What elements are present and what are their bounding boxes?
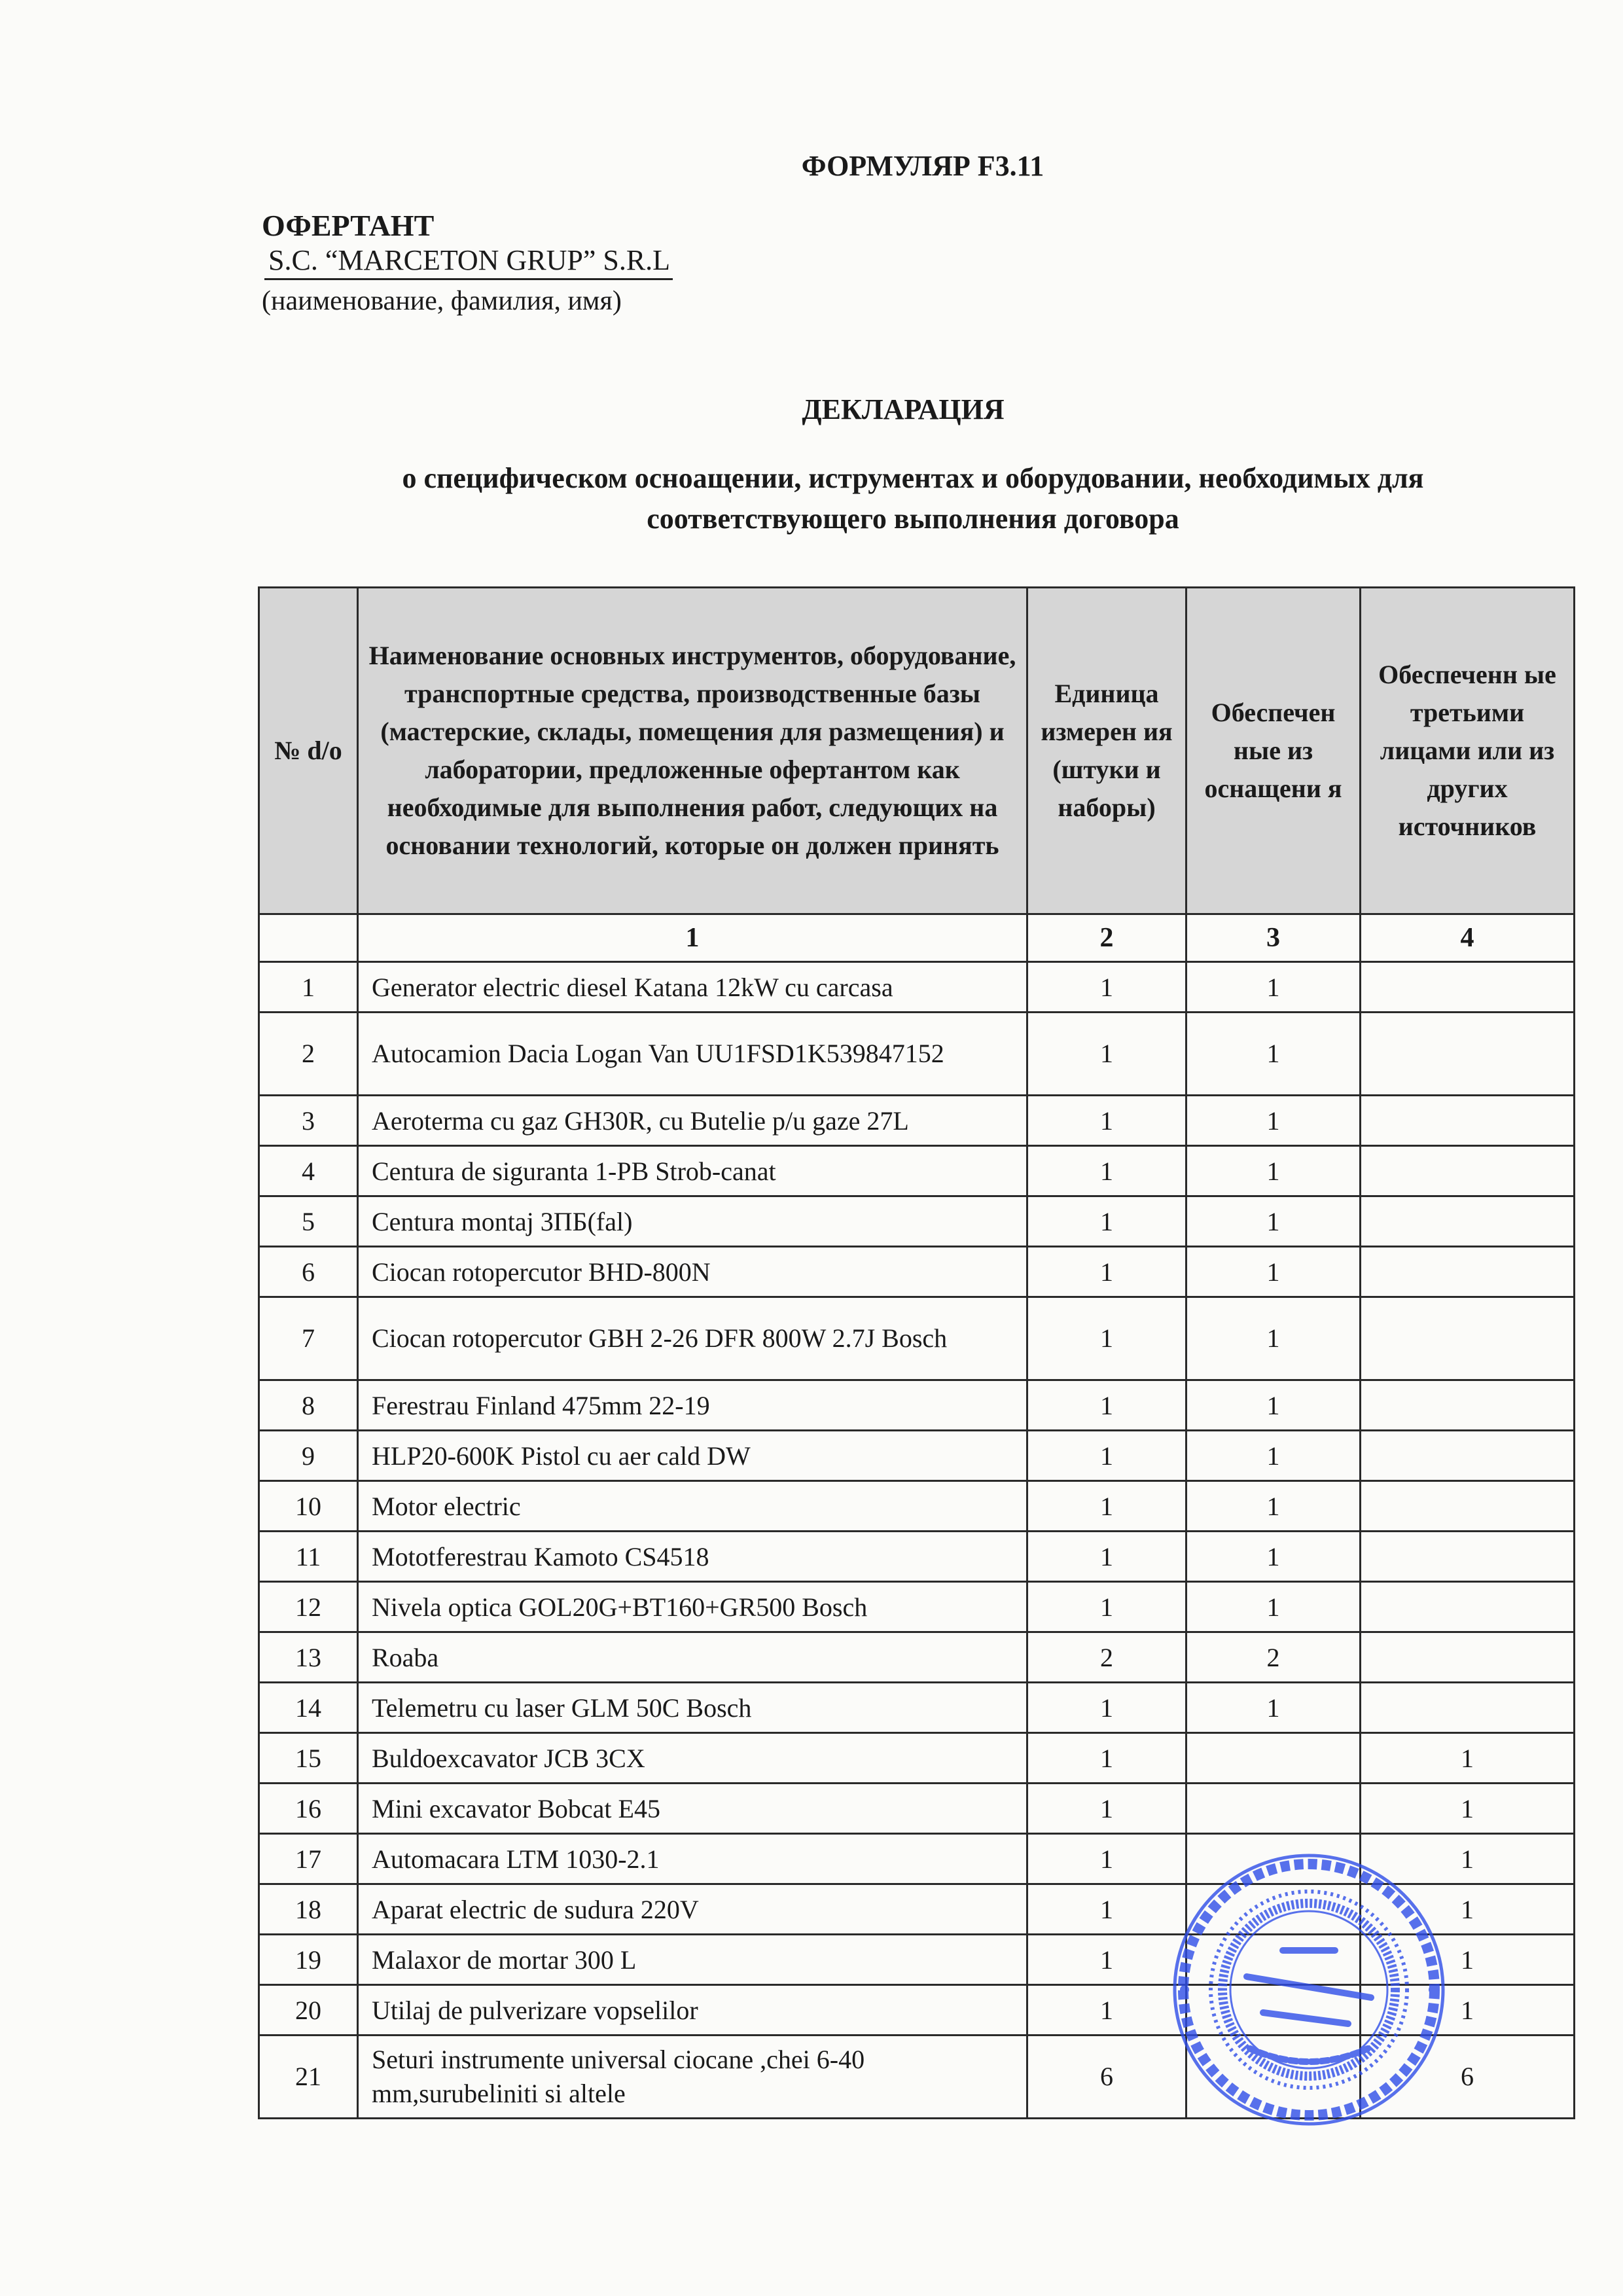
unit-quantity: 1 [1027,1481,1186,1532]
table-row [259,1582,1575,1632]
column-number: 1 [358,914,1027,962]
item-name: Centura montaj 3ПБ(fal) [358,1196,1027,1247]
header-third-party: Обеспеченн ые третьими лицами или из других источников [1361,588,1575,914]
equipment-table [258,586,1575,2119]
third-party-quantity [1361,1532,1575,1582]
item-name: Aparat electric de sudura 220V [358,1884,1027,1935]
table-row [259,1733,1575,1784]
own-equipment-quantity: 1 [1186,1683,1361,1733]
unit-quantity: 1 [1027,1297,1186,1380]
item-name: Automacara LTM 1030-2.1 [358,1834,1027,1884]
row-number: 18 [259,1884,358,1935]
third-party-quantity [1361,1683,1575,1733]
unit-quantity: 1 [1027,1834,1186,1884]
third-party-quantity [1361,962,1575,1013]
unit-quantity: 1 [1027,1431,1186,1481]
header-name: Наименование основных инструментов, оборудование, транспортные средства, производственные базы (мастерские, склады, помещения для размещения) и лаборатории, предложенные офертантом как необходимые для выполнения работ, следующих на основании технологий, которые он должен принять [358,588,1027,914]
table-row [259,1247,1575,1297]
third-party-quantity [1361,1247,1575,1297]
row-number: 8 [259,1380,358,1431]
item-name: Ciocan rotopercutor GBH 2-26 DFR 800W 2.7J Bosch [358,1297,1027,1380]
third-party-quantity: 1 [1361,1784,1575,1834]
own-equipment-quantity [1186,1834,1361,1884]
row-number: 7 [259,1297,358,1380]
row-number: 9 [259,1431,358,1481]
table-row [259,1096,1575,1146]
unit-quantity: 1 [1027,1096,1186,1146]
table-row [259,962,1575,1013]
unit-quantity: 1 [1027,1532,1186,1582]
item-name: Aeroterma cu gaz GH30R, cu Butelie p/u gaze 27L [358,1096,1027,1146]
row-number: 10 [259,1481,358,1532]
row-number: 21 [259,2036,358,2119]
table-row [259,1784,1575,1834]
own-equipment-quantity: 1 [1186,1481,1361,1532]
row-number: 1 [259,962,358,1013]
column-number-row [259,914,1575,962]
third-party-quantity [1361,1582,1575,1632]
third-party-quantity: 6 [1361,2036,1575,2119]
own-equipment-quantity: 2 [1186,1632,1361,1683]
row-number: 20 [259,1985,358,2036]
item-name: HLP20-600K Pistol cu aer cald DW [358,1431,1027,1481]
table-row [259,1431,1575,1481]
own-equipment-quantity [1186,1884,1361,1935]
own-equipment-quantity [1186,1733,1361,1784]
item-name: Ciocan rotopercutor BHD-800N [358,1247,1027,1297]
unit-quantity: 1 [1027,1380,1186,1431]
third-party-quantity [1361,1481,1575,1532]
third-party-quantity [1361,1096,1575,1146]
declaration-title: ДЕКЛАРАЦИЯ [802,393,1005,425]
item-name: Malaxor de mortar 300 L [358,1935,1027,1985]
unit-quantity: 1 [1027,1935,1186,1985]
third-party-quantity [1361,1380,1575,1431]
table-row [259,1013,1575,1096]
column-number [259,914,358,962]
table-header-row [259,588,1575,914]
unit-quantity: 1 [1027,1985,1186,2036]
table-row [259,1884,1575,1935]
unit-quantity: 1 [1027,1784,1186,1834]
table-row [259,1146,1575,1196]
offerer-name: S.C. “MARCETON GRUP” S.R.L [264,243,673,280]
form-title: ФОРМУЛЯР F3.11 [801,150,1044,182]
column-number: 2 [1027,914,1186,962]
row-number: 19 [259,1935,358,1985]
row-number: 15 [259,1733,358,1784]
unit-quantity: 2 [1027,1632,1186,1683]
own-equipment-quantity: 1 [1186,1247,1361,1297]
own-equipment-quantity: 1 [1186,1196,1361,1247]
item-name: Generator electric diesel Katana 12kW cu carcasa [358,962,1027,1013]
third-party-quantity: 1 [1361,1834,1575,1884]
unit-quantity: 6 [1027,2036,1186,2119]
offerer-label: ОФЕРТАНТ [262,209,435,242]
unit-quantity: 1 [1027,1582,1186,1632]
third-party-quantity: 1 [1361,1884,1575,1935]
own-equipment-quantity: 1 [1186,1146,1361,1196]
table-row [259,1683,1575,1733]
item-name: Mototferestrau Kamoto CS4518 [358,1532,1027,1582]
item-name: Motor electric [358,1481,1027,1532]
item-name: Utilaj de pulverizare vopselilor [358,1985,1027,2036]
own-equipment-quantity: 1 [1186,1582,1361,1632]
unit-quantity: 1 [1027,962,1186,1013]
table-row [259,1532,1575,1582]
item-name: Centura de siguranta 1-PB Strob-canat [358,1146,1027,1196]
table-row [259,1834,1575,1884]
row-number: 12 [259,1582,358,1632]
item-name: Telemetru cu laser GLM 50C Bosch [358,1683,1027,1733]
unit-quantity: 1 [1027,1013,1186,1096]
third-party-quantity: 1 [1361,1733,1575,1784]
column-number: 4 [1361,914,1575,962]
item-name: Buldoexcavator JCB 3CX [358,1733,1027,1784]
header-number: № d/o [259,588,358,914]
row-number: 4 [259,1146,358,1196]
own-equipment-quantity [1186,1985,1361,2036]
offerer-hint: (наименование, фамилия, имя) [262,286,622,316]
third-party-quantity [1361,1013,1575,1096]
third-party-quantity [1361,1297,1575,1380]
third-party-quantity [1361,1431,1575,1481]
table-row [259,1297,1575,1380]
unit-quantity: 1 [1027,1683,1186,1733]
row-number: 13 [259,1632,358,1683]
unit-quantity: 1 [1027,1884,1186,1935]
header-own: Обеспечен ные из оснащени я [1186,588,1361,914]
table-row [259,1380,1575,1431]
declaration-subtitle: о специфическом осноащении, иструментах и оборудовании, необходимых для соответствующего выполнения договора [402,462,1424,535]
third-party-quantity: 1 [1361,1985,1575,2036]
table-row [259,1935,1575,1985]
third-party-quantity [1361,1196,1575,1247]
row-number: 11 [259,1532,358,1582]
table-row [259,1196,1575,1247]
third-party-quantity: 1 [1361,1935,1575,1985]
item-name: Ferestrau Finland 475mm 22-19 [358,1380,1027,1431]
table-row [259,1481,1575,1532]
item-name: Mini excavator Bobcat E45 [358,1784,1027,1834]
header-unit: Единица измерен ия (штуки и наборы) [1027,588,1186,914]
row-number: 5 [259,1196,358,1247]
item-name: Roaba [358,1632,1027,1683]
column-number: 3 [1186,914,1361,962]
item-name: Nivela optica GOL20G+BT160+GR500 Bosch [358,1582,1027,1632]
row-number: 14 [259,1683,358,1733]
item-name: Autocamion Dacia Logan Van UU1FSD1K539847152 [358,1013,1027,1096]
row-number: 16 [259,1784,358,1834]
table-row [259,2036,1575,2119]
row-number: 6 [259,1247,358,1297]
own-equipment-quantity: 1 [1186,1380,1361,1431]
own-equipment-quantity: 1 [1186,1431,1361,1481]
third-party-quantity [1361,1146,1575,1196]
own-equipment-quantity: 1 [1186,1096,1361,1146]
unit-quantity: 1 [1027,1733,1186,1784]
own-equipment-quantity: 1 [1186,1013,1361,1096]
own-equipment-quantity [1186,1784,1361,1834]
row-number: 3 [259,1096,358,1146]
third-party-quantity [1361,1632,1575,1683]
own-equipment-quantity: 1 [1186,1297,1361,1380]
own-equipment-quantity [1186,1935,1361,1985]
row-number: 2 [259,1013,358,1096]
unit-quantity: 1 [1027,1196,1186,1247]
own-equipment-quantity [1186,2036,1361,2119]
table-row [259,1632,1575,1683]
unit-quantity: 1 [1027,1247,1186,1297]
own-equipment-quantity: 1 [1186,1532,1361,1582]
table-row [259,1985,1575,2036]
own-equipment-quantity: 1 [1186,962,1361,1013]
unit-quantity: 1 [1027,1146,1186,1196]
item-name: Seturi instrumente universal ciocane ,chei 6-40 mm,surubeliniti si altele [358,2036,1027,2119]
row-number: 17 [259,1834,358,1884]
